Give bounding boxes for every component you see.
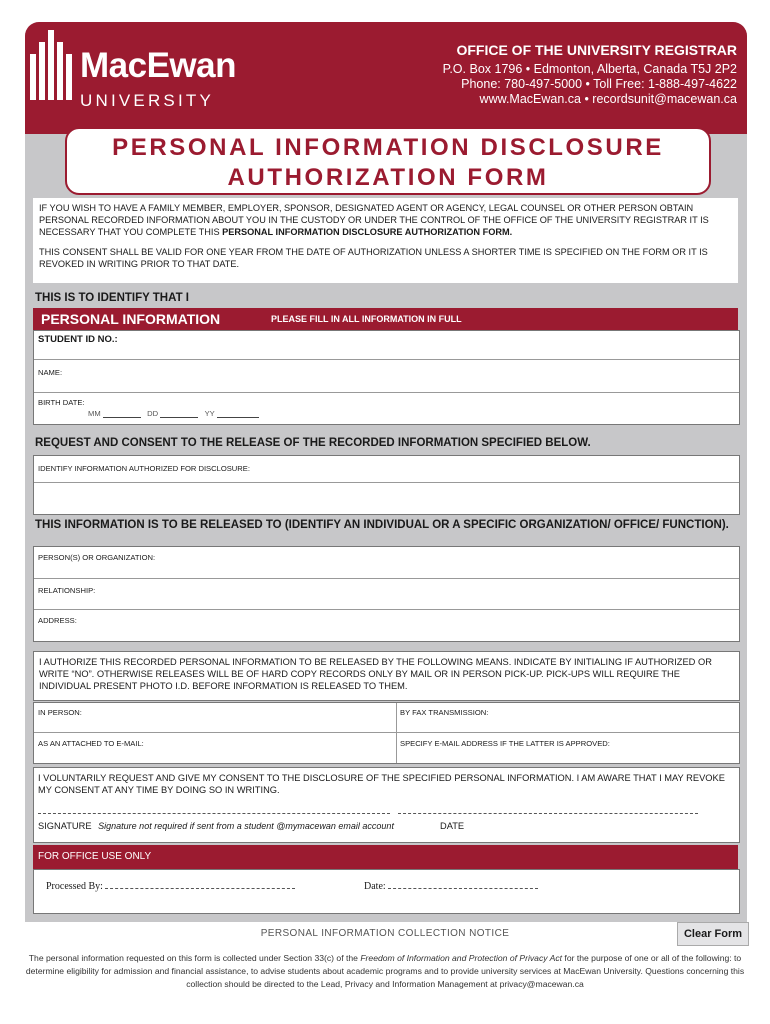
birth-date-label: BIRTH DATE: bbox=[38, 398, 85, 407]
office-date-line[interactable] bbox=[388, 879, 538, 889]
logo-wordmark: MacEwan bbox=[80, 46, 236, 85]
address-label: ADDRESS: bbox=[38, 616, 77, 625]
consent-text: I VOLUNTARILY REQUEST AND GIVE MY CONSENT TO THE DISCLOSURE OF THE SPECIFIED PERSONAL INFORMATION. I AM AWARE THAT I MAY REVOKE MY CONSENT AT ANY TIME BY DOING SO IN WRITING. bbox=[38, 773, 725, 795]
intro-block bbox=[33, 198, 738, 283]
logo-university: UNIVERSITY bbox=[80, 91, 215, 110]
registrar-contact bbox=[357, 42, 737, 107]
email-input[interactable] bbox=[38, 747, 397, 763]
office-web: www.MacEwan.ca • recordsunit@macewan.ca bbox=[479, 92, 737, 106]
macewan-logo bbox=[30, 28, 270, 118]
form-title-box bbox=[65, 127, 711, 195]
release-box bbox=[33, 546, 740, 642]
fax-label: BY FAX TRANSMISSION: bbox=[400, 708, 489, 717]
means-box bbox=[33, 651, 740, 701]
student-id-input[interactable] bbox=[134, 333, 728, 349]
request-label: IDENTIFY INFORMATION AUTHORIZED FOR DISCLOSURE: bbox=[38, 464, 250, 473]
signature-label: SIGNATURE bbox=[38, 821, 92, 831]
signature-line[interactable] bbox=[38, 813, 390, 814]
means-text: I AUTHORIZE THIS RECORDED PERSONAL INFORMATION TO BE RELEASED BY THE FOLLOWING MEANS. INDICATE BY INITIALING IF AUTHORIZED OR WRITE “NO”. OTHERWISE RELEASES WILL BE OF HARD COPY RECORDS ONLY BY MAIL OR IN PERSON PICK-UP. PICK-UPS WILL REQUIRE THE INDIVIDUAL PRESENT PHOTO I.D. BEFORE INFORMATION IS RELEASED TO THEM. bbox=[39, 657, 712, 691]
personal-info-bar bbox=[33, 308, 738, 330]
clear-form-button[interactable]: Clear Form bbox=[677, 922, 749, 946]
release-heading: THIS INFORMATION IS TO BE RELEASED TO (IDENTIFY AN INDIVIDUAL OR A SPECIFIC ORGANIZATION/ OFFICE/ FUNCTION). bbox=[35, 519, 729, 531]
personal-info-note: PLEASE FILL IN ALL INFORMATION IN FULL bbox=[271, 314, 462, 324]
email-address-label: SPECIFY E-MAIL ADDRESS IF THE LATTER IS APPROVED: bbox=[400, 739, 610, 748]
office-use-bar bbox=[33, 845, 738, 869]
persons-input[interactable] bbox=[154, 550, 733, 566]
intro-paragraph-1 bbox=[39, 202, 732, 238]
date-line[interactable] bbox=[398, 813, 698, 814]
processed-by-label: Processed By: bbox=[46, 881, 103, 892]
request-box bbox=[33, 455, 740, 515]
notice-text-a: The personal information requested on this form is collected under Section 33(c) of the bbox=[28, 953, 361, 963]
processed-by-row bbox=[46, 879, 295, 892]
intro-text-1: IF YOU WISH TO HAVE A FAMILY MEMBER, EMPLOYER, SPONSOR, DESIGNATED AGENT OR AGENCY, LEGAL COUNSEL OR OTHER PERSON OBTAIN PERSONAL RECORDED INFORMATION ABOUT YOU IN THE CUSTODY OR UNDER THE CONTROL OF THE OFFICE OF THE UNIVERSITY REGISTRAR IT IS NECESSARY THAT YOU COMPLETE THIS bbox=[39, 203, 709, 237]
logo-mark-icon bbox=[30, 30, 76, 100]
signature-note: Signature not required if sent from a student @mymacewan email account bbox=[98, 821, 394, 831]
form-title-line2: AUTHORIZATION FORM bbox=[227, 164, 549, 191]
processed-by-line[interactable] bbox=[105, 879, 295, 889]
personal-info-box bbox=[33, 330, 740, 425]
notice-text-b: for the purpose of one or all of the following: to determine eligibility for admission and financial assistance, to advise students about academic programs and to provide university services at MacEwan University. Questions concerning this collection should be directed to the Lead, Privacy and Information Management at privacy@macewan.ca bbox=[25, 953, 745, 989]
mm-input[interactable] bbox=[103, 409, 141, 418]
mm-label: MM bbox=[88, 409, 101, 418]
disclosure-info-input[interactable] bbox=[40, 488, 734, 510]
email-address-input[interactable] bbox=[400, 747, 734, 763]
name-input[interactable] bbox=[79, 364, 728, 380]
name-label: NAME: bbox=[38, 368, 63, 377]
office-phone: Phone: 780-497-5000 • Toll Free: 1-888-497-4622 bbox=[461, 77, 737, 91]
in-person-input[interactable] bbox=[38, 717, 397, 733]
persons-label: PERSON(S) OR ORGANIZATION: bbox=[38, 553, 156, 562]
office-title: OFFICE OF THE UNIVERSITY REGISTRAR bbox=[456, 42, 737, 58]
dd-input[interactable] bbox=[160, 409, 198, 418]
email-label: AS AN ATTACHED TO E-MAIL: bbox=[38, 739, 144, 748]
identify-heading: THIS IS TO IDENTIFY THAT I bbox=[35, 292, 189, 304]
relationship-label: RELATIONSHIP: bbox=[38, 586, 96, 595]
yy-input[interactable] bbox=[217, 409, 259, 418]
request-heading: REQUEST AND CONSENT TO THE RELEASE OF THE RECORDED INFORMATION SPECIFIED BELOW. bbox=[35, 437, 591, 449]
dd-label: DD bbox=[147, 409, 159, 418]
fax-input[interactable] bbox=[400, 717, 734, 733]
form-title-line1: PERSONAL INFORMATION DISCLOSURE bbox=[112, 134, 664, 161]
consent-box bbox=[33, 767, 740, 843]
office-use-title: FOR OFFICE USE ONLY bbox=[38, 851, 152, 862]
office-use-box bbox=[33, 869, 740, 914]
intro-text-1-bold: PERSONAL INFORMATION DISCLOSURE AUTHORIZATION FORM. bbox=[222, 227, 513, 237]
office-date-label: Date: bbox=[364, 881, 386, 892]
relationship-input[interactable] bbox=[104, 583, 733, 599]
student-id-label: STUDENT ID NO.: bbox=[38, 334, 118, 345]
collection-notice-text bbox=[18, 952, 752, 991]
office-date-row bbox=[364, 879, 538, 892]
means-fields-box bbox=[33, 702, 740, 764]
birth-date-fields bbox=[88, 409, 259, 418]
personal-info-title: PERSONAL INFORMATION bbox=[41, 311, 221, 327]
address-input[interactable] bbox=[84, 613, 733, 629]
in-person-label: IN PERSON: bbox=[38, 708, 82, 717]
signature-label-row bbox=[38, 821, 394, 831]
office-address: P.O. Box 1796 • Edmonton, Alberta, Canada T5J 2P2 bbox=[442, 62, 737, 76]
collection-notice-title: PERSONAL INFORMATION COLLECTION NOTICE bbox=[260, 928, 510, 939]
date-label: DATE bbox=[440, 821, 465, 831]
notice-act: Freedom of Information and Protection of Privacy Act bbox=[360, 953, 563, 963]
yy-label: YY bbox=[204, 409, 215, 418]
intro-paragraph-2: THIS CONSENT SHALL BE VALID FOR ONE YEAR FROM THE DATE OF AUTHORIZATION UNLESS A SHORTER TIME IS SPECIFIED ON THE FORM OR IT IS REVOKED IN WRITING PRIOR TO THAT DATE. bbox=[39, 247, 708, 269]
